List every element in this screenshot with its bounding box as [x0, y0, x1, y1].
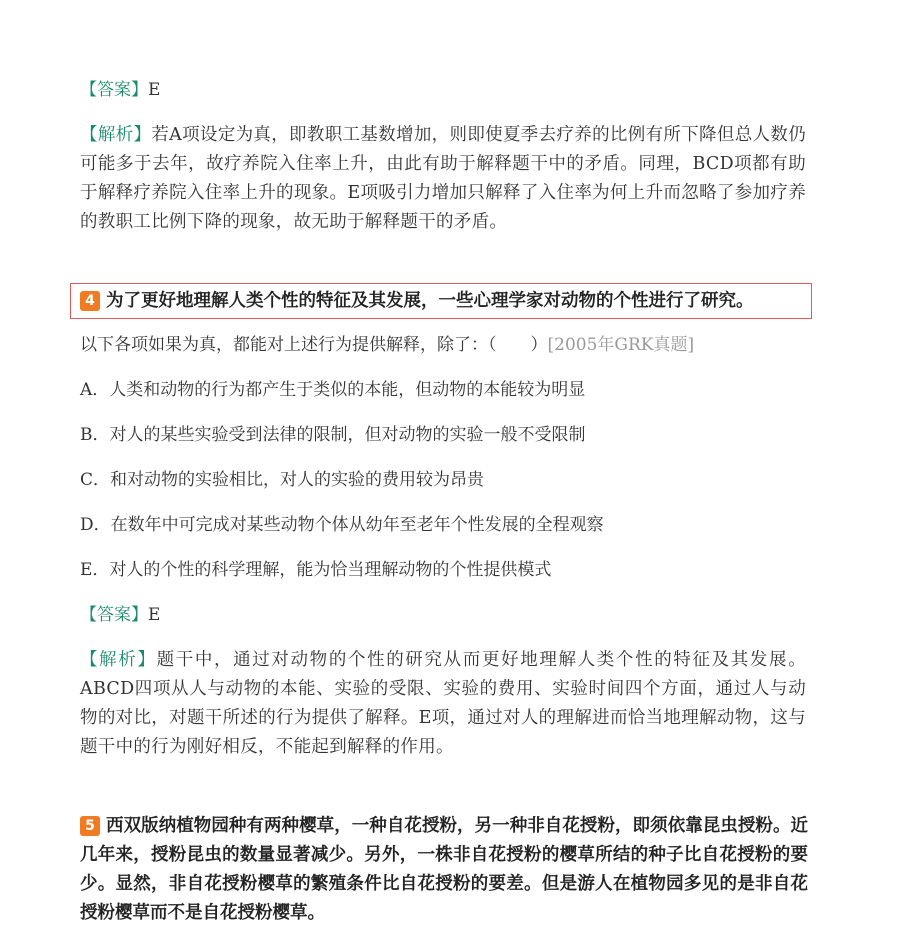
answer-tag: 【答案】: [80, 80, 148, 100]
analysis-tag: 【解析】: [80, 125, 152, 145]
option-c: C．和对动物的实验相比，对人的实验的费用较为昂贵: [80, 470, 485, 490]
question-4-prompt: [80, 331, 694, 360]
analysis-text: 题干中，通过对动物的个性的研究从而更好地理解人类个性的特征及其发展。ABCD四项从人与动物的本能、实验的受限、实验的费用、实验时间四个方面，通过人与动物的对比，对题干所述的行为提供了解释。E项，通过对人的理解进而恰当地理解动物，这与题干中的行为刚好相反，不能起到解释的作用。: [80, 650, 806, 757]
question-4-title: [80, 287, 754, 315]
question-4-answer: [80, 601, 160, 630]
analysis-tag: 【解析】: [80, 650, 157, 670]
answer-value: E: [148, 605, 161, 625]
question-4-title-text: 为了更好地理解人类个性的特征及其发展，一些心理学家对动物的个性进行了研究。: [106, 291, 754, 311]
question-5-text: 西双版纳植物园种有两种樱草，一种自花授粉，另一种非自花授粉，即须依靠昆虫授粉。近几年来，授粉昆虫的数量显著减少。另外，一株非自花授粉的樱草所结的种子比自花授粉的要少。显然，非自花授粉樱草的繁殖条件比自花授粉的要差。但是游人在植物园多见的是非自花授粉樱草而不是自花授粉樱草。: [80, 816, 808, 923]
question-prompt-text: 以下各项如果为真，都能对上述行为提供解释，除了：（ ）: [80, 335, 548, 355]
answer-tag: 【答案】: [80, 605, 148, 625]
prev-answer-line: [80, 76, 160, 105]
analysis-text: 若A项设定为真，即教职工基数增加，则即使夏季去疗养的比例有所下降但总人数仍可能多于去年，故疗养院入住率上升，由此有助于解释题干中的矛盾。同理，BCD项都有助于解释疗养院入住率上升的现象。E项吸引力增加只解释了入住率为何上升而忽略了参加疗养的教职工比例下降的现象，故无助于解释题干的矛盾。: [80, 125, 806, 232]
question-5: [80, 812, 808, 928]
question-4-analysis: [80, 646, 806, 762]
option-b: B．对人的某些实验受到法律的限制，但对动物的实验一般不受限制: [80, 425, 586, 445]
question-source: [2005年GRK真题]: [547, 335, 695, 355]
answer-value: E: [148, 80, 161, 100]
question-number-badge: 5: [80, 816, 100, 836]
prev-analysis: [80, 121, 806, 237]
option-e: E．对人的个性的科学理解，能为恰当理解动物的个性提供模式: [80, 560, 552, 580]
option-a: A．人类和动物的行为都产生于类似的本能，但动物的本能较为明显: [80, 380, 586, 400]
question-number-badge: 4: [80, 291, 100, 311]
option-d: D．在数年中可完成对某些动物个体从幼年至老年个性发展的全程观察: [80, 515, 604, 535]
